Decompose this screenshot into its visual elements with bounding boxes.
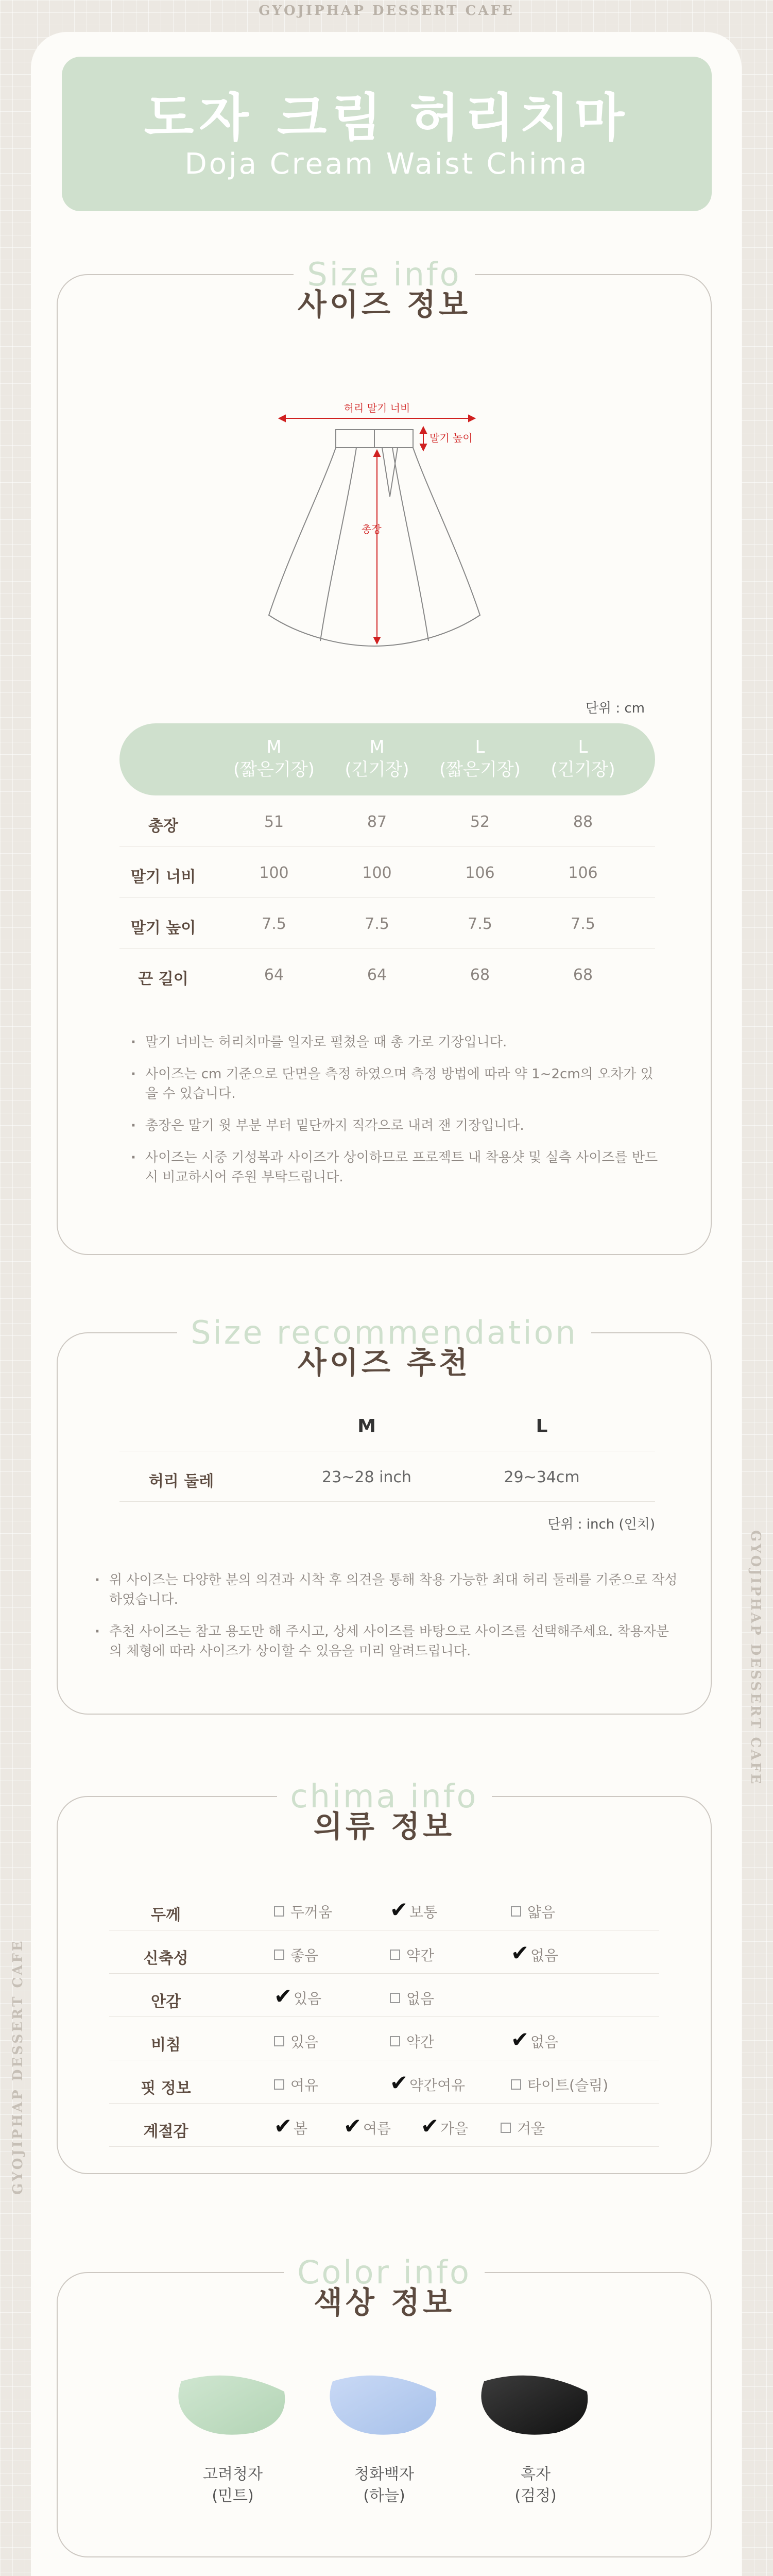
checkbox-icon [274,2036,284,2046]
label-total-length: 총장 [362,523,382,535]
col-size: L [475,737,485,757]
option-label: 없음 [530,1947,559,1964]
size-table-header [119,723,655,795]
property-option [390,1897,438,1922]
size-table [119,723,655,999]
note-item: · 추천 사이즈는 참고 용도만 해 주시고, 상세 사이즈를 바탕으로 사이즈를 선택해주세요. 착용자분의 체형에 따라 사이즈가 상이할 수 있음을 미리 알려드립니다. [89,1622,681,1661]
swatch-name: 흑자 [521,2465,551,2483]
chima-info-title: 의류 정보 [313,1809,455,1844]
checkbox-icon [390,1950,400,1960]
hero-banner [62,57,712,211]
cell: 100 [259,864,289,882]
option-label: 얇음 [527,1904,556,1921]
skirt-diagram [259,358,516,656]
color-info-section [57,2253,712,2557]
property-option [511,1940,559,1965]
cell: 7.5 [262,915,286,933]
product-subtitle: Doja Cream Waist Chima [184,147,589,181]
table-row [119,795,655,846]
rec-row-label: 허리 둘레 [148,1472,214,1490]
property-option [390,1988,434,2008]
property-option [390,2070,466,2095]
chima-info-en-title: chima info [277,1777,492,1815]
cell: 7.5 [571,915,595,933]
property-option [511,1901,555,1922]
option-label: 여유 [290,2077,319,2094]
property-option [274,2031,318,2052]
checkbox-icon [390,1993,400,2003]
cell: 68 [470,966,490,984]
property-label: 두께 [151,1906,181,1924]
size-info-en-title: Size info [294,256,474,293]
checkbox-icon [390,2036,400,2046]
property-option [511,2074,608,2095]
label-band-height: 말기 높이 [430,432,473,444]
swatch-sub: (하늘) [363,2487,405,2505]
col-note: (짧은기장) [439,759,521,780]
cell: 87 [367,813,387,831]
size-info-section [57,256,712,1255]
swatch-sub: (검정) [514,2487,557,2505]
rec-value-m: 23~28 inch [322,1468,411,1486]
color-info-en-title: Color info [284,2253,485,2291]
checkmark-icon: ✔ [274,1984,293,2009]
property-label: 신축성 [143,1950,188,1968]
brand-header: GYOJIPHAP DESSERT CAFE [259,3,514,19]
side-brand-right: GYOJIPHAP DESSERT CAFE [748,1530,763,1786]
property-row [109,2020,659,2060]
note-item: · 사이즈는 cm 기준으로 단면을 측정 하였으며 측정 방법에 따라 약 1~2cm의 오차가 있을 수 있습니다. [125,1064,660,1104]
checkmark-icon: ✔ [343,2113,362,2139]
size-info-title: 사이즈 정보 [297,287,471,322]
property-option [511,2027,559,2052]
note-item: · 총장은 말기 윗 부분 부터 밑단까지 직각으로 내려 잰 기장입니다. [125,1116,660,1136]
cell: 100 [362,864,392,882]
note-item: · 말기 너비는 허리치마를 일자로 펼쳤을 때 총 가로 기장입니다. [125,1032,660,1052]
checkmark-icon: ✔ [390,1897,408,1922]
row-label: 끈 길이 [138,970,188,988]
property-option [390,1944,434,1965]
note-item: · 사이즈는 시중 기성복과 사이즈가 상이하므로 프로젝트 내 착용샷 및 실측 사이즈를 반드시 비교하시어 주원 부탁드립니다. [125,1148,660,1187]
swatch-label [317,2464,451,2507]
col-size: L [578,737,588,757]
rec-notes [89,1570,681,1673]
cell: 51 [264,813,284,831]
checkbox-icon [511,1906,521,1917]
property-row [109,1890,659,1930]
checkbox-icon [274,2079,284,2090]
side-brand-left: GYOJIPHAP DESSERT CAFE [10,1939,26,2195]
size-notes [125,1032,660,1199]
size-rec-title: 사이즈 추천 [297,1345,471,1380]
swatch-name: 청화백자 [354,2465,414,2483]
cell: 106 [568,864,598,882]
row-label: 말기 너비 [130,868,196,886]
col-size: M [369,737,385,757]
color-swatch [322,2361,446,2443]
rec-col-l: L [536,1416,548,1437]
option-label: 봄 [294,2120,308,2137]
property-option [421,2113,469,2139]
property-row [109,1933,659,1974]
checkbox-icon [274,1906,284,1917]
option-label: 약간 [406,1947,435,1964]
col-size: M [266,737,282,757]
option-label: 가을 [440,2120,469,2137]
cell: 106 [465,864,495,882]
cell: 88 [573,813,593,831]
color-swatch [474,2361,597,2443]
cell: 64 [264,966,284,984]
row-label: 말기 높이 [130,919,196,937]
property-label: 핏 정보 [141,2079,191,2097]
property-row [109,1976,659,2017]
rec-value-l: 29~34cm [504,1468,580,1486]
property-option [501,2117,545,2138]
option-label: 약간 [406,2033,435,2050]
property-label: 비침 [151,2036,181,2054]
col-note: (짧은기장) [233,759,315,780]
property-option [390,2031,434,2052]
property-option [274,1901,332,1922]
cell: 7.5 [365,915,389,933]
cell: 68 [573,966,593,984]
table-row [119,846,655,897]
option-label: 있음 [290,2033,319,2050]
property-option [343,2113,391,2139]
swatch-name: 고려청자 [203,2465,263,2483]
size-rec-section [57,1314,712,1715]
cell: 7.5 [468,915,492,933]
checkmark-icon: ✔ [421,2113,439,2139]
table-row [119,948,655,999]
divider [119,1501,655,1502]
rec-col-m: M [357,1416,376,1437]
option-label: 두꺼움 [290,1904,333,1921]
label-waist-width: 허리 말기 너비 [343,402,410,414]
option-label: 보통 [409,1904,438,1921]
cell: 52 [470,813,490,831]
option-label: 없음 [530,2033,559,2050]
checkbox-icon [501,2123,511,2133]
swatch-label [166,2464,300,2507]
checkmark-icon: ✔ [390,2070,408,2095]
cell: 64 [367,966,387,984]
option-label: 좋음 [290,1947,319,1964]
size-rec-en-title: Size recommendation [177,1314,591,1351]
option-label: 여름 [363,2120,391,2137]
property-row [109,2063,659,2104]
checkbox-icon [274,1950,284,1960]
property-label: 안감 [151,1993,181,2011]
rec-unit: 단위 : inch (인치) [547,1517,655,1532]
checkmark-icon: ✔ [511,2027,529,2052]
checkbox-icon [511,2079,521,2090]
color-swatch [171,2361,295,2443]
col-note: (긴기장) [345,759,409,780]
checkmark-icon: ✔ [274,2113,293,2139]
size-unit: 단위 : cm [585,701,645,716]
property-option [274,2074,318,2095]
swatch-sub: (민트) [212,2487,254,2505]
col-note: (긴기장) [551,759,615,780]
property-option [274,2113,308,2139]
option-label: 겨울 [517,2120,545,2137]
product-title: 도자 크림 허리치마 [144,88,630,148]
option-label: 있음 [294,1990,322,2007]
option-label: 타이트(슬림) [527,2077,609,2094]
property-label: 계절감 [143,2123,188,2141]
swatch-label [469,2464,603,2507]
option-label: 약간여유 [409,2077,466,2094]
note-item: · 위 사이즈는 다양한 분의 의견과 시착 후 의견을 통해 착용 가능한 최대 허리 둘레를 기준으로 작성하였습니다. [89,1570,681,1609]
row-label: 총장 [148,817,178,835]
property-option [274,1944,318,1965]
color-info-title: 색상 정보 [313,2285,455,2320]
chima-info-section [57,1777,712,2174]
property-option [274,1984,322,2009]
property-row [109,2106,659,2147]
option-label: 없음 [406,1990,435,2007]
checkmark-icon: ✔ [511,1940,529,1965]
table-row [119,897,655,948]
